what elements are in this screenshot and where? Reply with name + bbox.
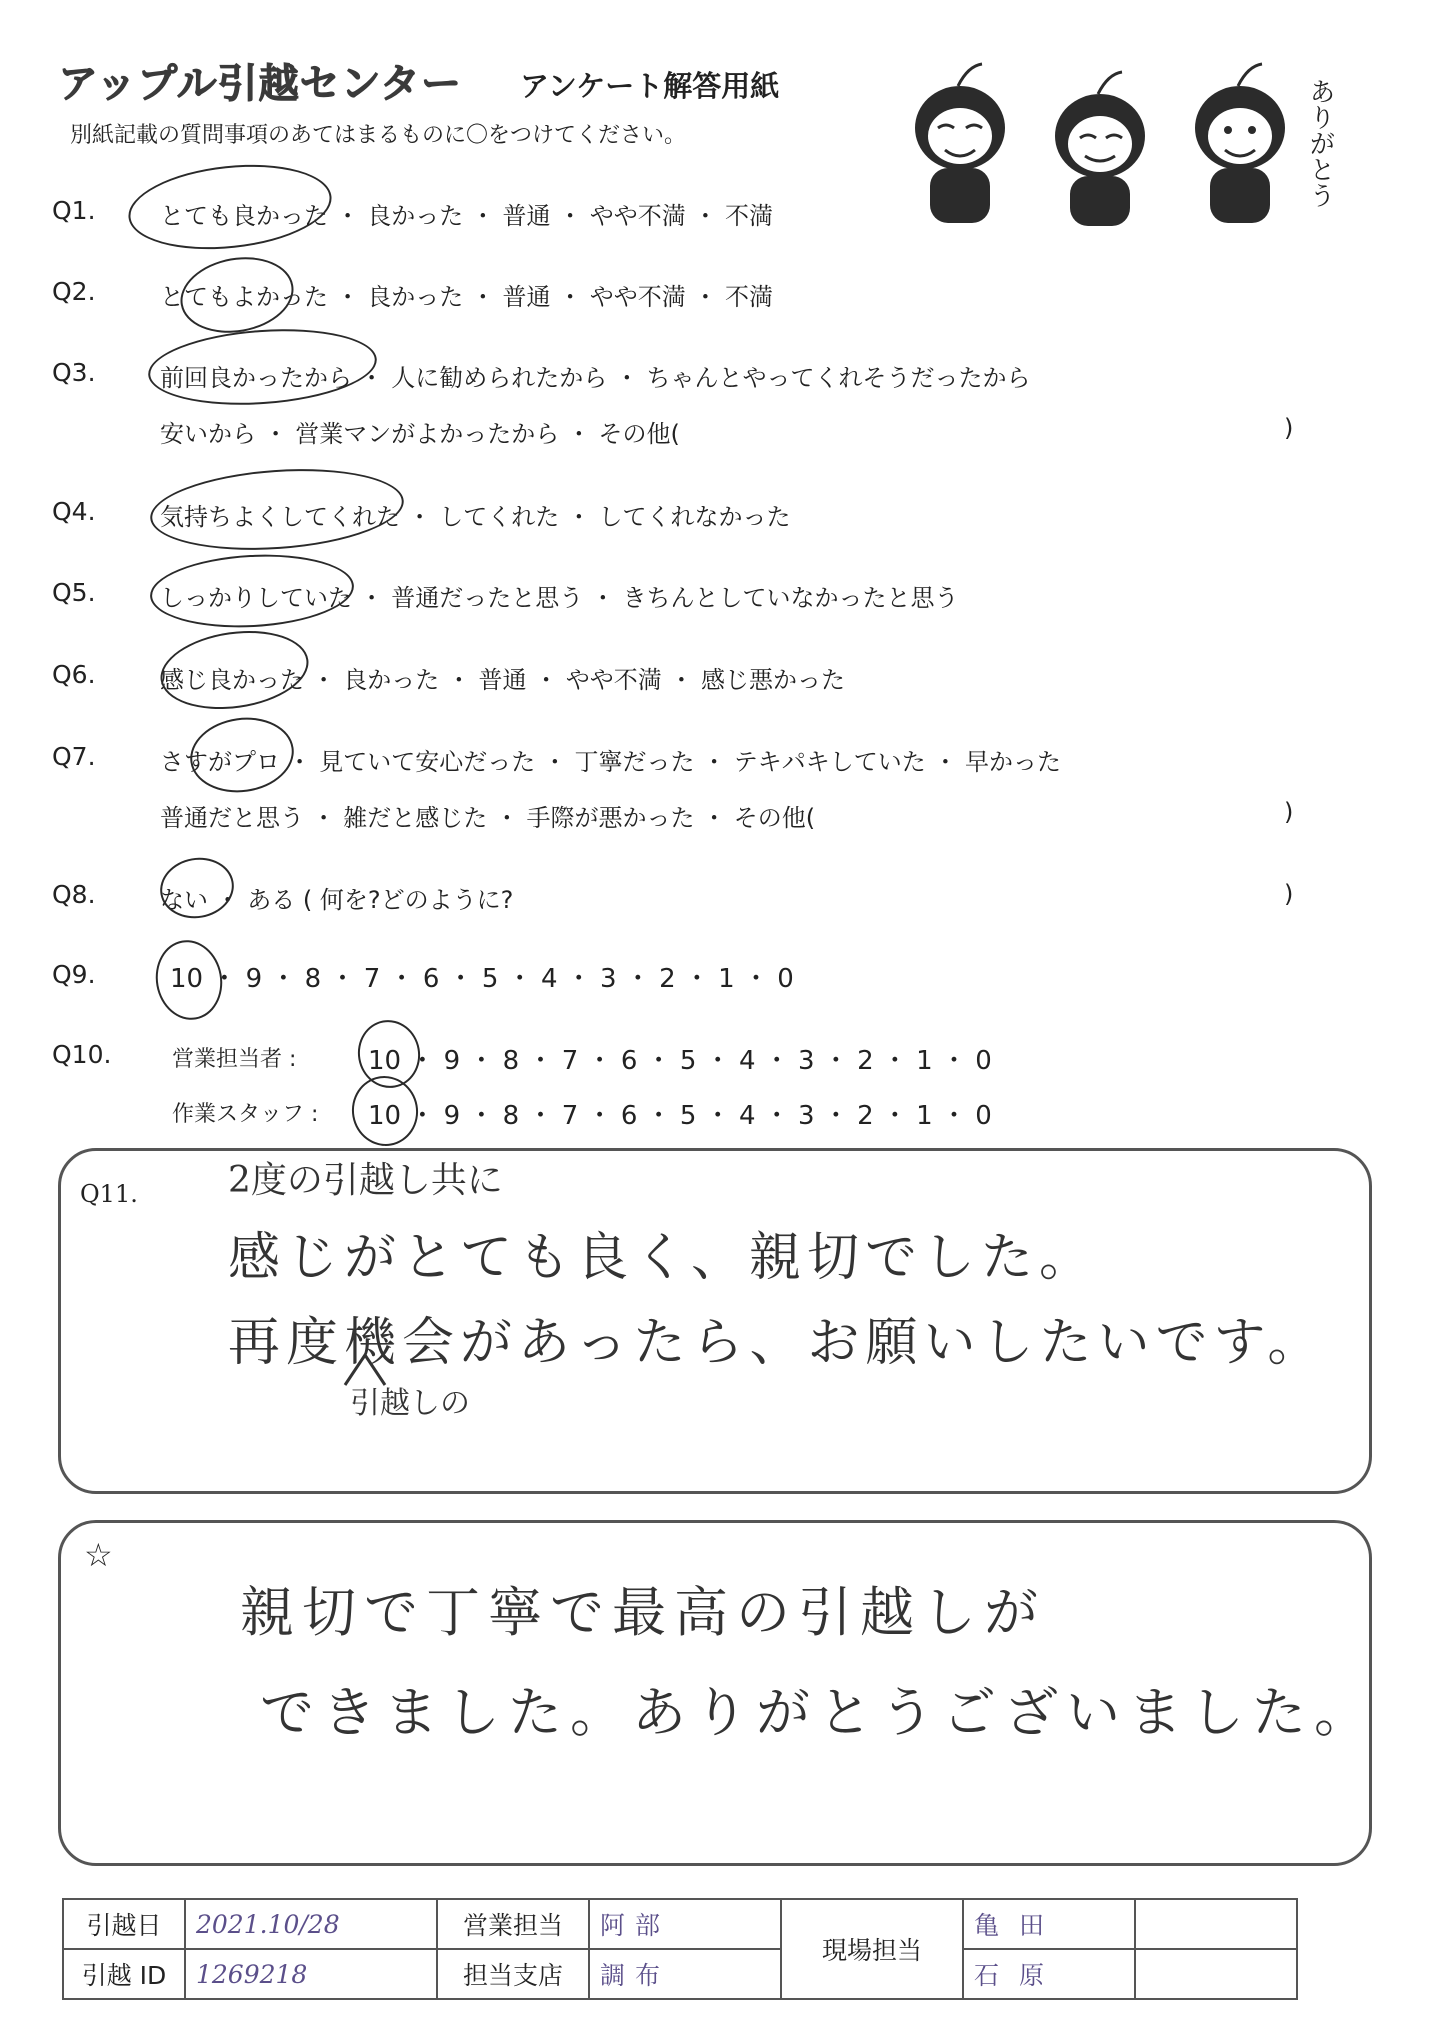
q11-label: Q11. (80, 1180, 138, 1208)
form-title: アンケート解答用紙 (520, 69, 780, 103)
answer-circle (150, 935, 229, 1025)
star-label: ☆ (84, 1536, 113, 1574)
q1-options: とても良かった ・ 良かった ・ 普通 ・ やや不満 ・ 不満 (160, 202, 774, 230)
branch-label: 担当支店 (437, 1949, 589, 1999)
star-handwriting-line1: 親切で丁寧で最高の引越しが (240, 1581, 1046, 1644)
q9-scale: 10 ・ 9 ・ 8 ・ 7 ・ 6 ・ 5 ・ 4 ・ 3 ・ 2 ・ 1 ・ 0 (170, 964, 794, 994)
q11-handwriting-line2: 感じがとても良く、親切でした。 (228, 1228, 1097, 1288)
answer-circle (155, 622, 313, 718)
sales-label: 営業担当 (437, 1899, 589, 1949)
q11-handwriting-line3: 再度機会があったら、お願いしたいです。 (228, 1313, 1326, 1373)
move-date-value: 2021.10/28 (185, 1899, 437, 1949)
q10-number: Q10. (52, 1040, 112, 1069)
company-name: アップル引越センター (58, 61, 462, 107)
q2-options: とてもよかった ・ 良かった ・ 普通 ・ やや不満 ・ 不満 (160, 283, 774, 311)
move-id-label: 引越 ID (63, 1949, 185, 1999)
q10-staff-scale: 10 ・ 9 ・ 8 ・ 7 ・ 6 ・ 5 ・ 4 ・ 3 ・ 2 ・ 1 ・ 0 (368, 1101, 992, 1131)
star-handwriting-line2: できました。ありがとうございました。 (260, 1681, 1376, 1744)
q7-options-line2: 普通だと思う ・ 雑だと感じた ・ 手際が悪かった ・ その他( (160, 804, 816, 832)
site-name-1: 亀田 (963, 1899, 1135, 1949)
q3-close-paren: ) (1284, 414, 1294, 442)
q6-options: 感じ良かった ・ 良かった ・ 普通 ・ やや不満 ・ 感じ悪かった (160, 666, 846, 694)
q9-number: Q9. (52, 960, 96, 989)
q1-number: Q1. (52, 196, 96, 225)
move-id-value: 1269218 (185, 1949, 437, 1999)
q8-options: ない ・ ある ( 何を?どのように? (160, 886, 514, 914)
move-date-label: 引越日 (63, 1899, 185, 1949)
q7-options-line1: さすがプロ ・ 見ていて安心だった ・ 丁寧だった ・ テキパキしていた ・ 早かった (160, 748, 1062, 776)
q7-number: Q7. (52, 742, 96, 771)
mascot-illustration (890, 58, 1350, 238)
q5-number: Q5. (52, 578, 96, 607)
q8-close-paren: ) (1284, 880, 1294, 908)
site-name-2: 石原 (963, 1949, 1135, 1999)
answer-circle (174, 249, 299, 342)
q7-close-paren: ) (1284, 798, 1294, 826)
answer-circle (148, 550, 355, 633)
mascot-text: ありがとう (1305, 78, 1335, 208)
q6-number: Q6. (52, 660, 96, 689)
q3-options-line1: 前回良かったから ・ 人に勧められたから ・ ちゃんとやってくれそうだったから (160, 364, 1031, 392)
q5-options: しっかりしていた ・ 普通だったと思う ・ きちんとしていなかったと思う (160, 584, 959, 612)
q10-sales-label: 営業担当者 : (172, 1047, 297, 1072)
q8-number: Q8. (52, 880, 96, 909)
q3-number: Q3. (52, 358, 96, 387)
answer-circle (346, 1071, 423, 1151)
q11-handwriting-insert: 引越しの (350, 1386, 470, 1421)
q10-staff-label: 作業スタッフ : (172, 1102, 319, 1127)
q4-number: Q4. (52, 497, 96, 526)
empty-cell (1135, 1949, 1297, 1999)
q4-options: 気持ちよくしてくれた ・ してくれた ・ してくれなかった (160, 503, 791, 531)
footer-table (62, 1898, 1298, 2000)
monkey-icon (915, 64, 1005, 223)
q11-handwriting-line1: 2度の引越し共に (228, 1160, 503, 1201)
branch-name: 調布 (589, 1949, 781, 1999)
answer-circle (124, 156, 335, 259)
site-label: 現場担当 (781, 1899, 963, 1999)
answer-circle (146, 322, 380, 412)
monkey-icon (1195, 64, 1285, 223)
instruction-text: 別紙記載の質問事項のあてはまるものに〇をつけてください。 (70, 123, 687, 148)
sales-name: 阿部 (589, 1899, 781, 1949)
q2-number: Q2. (52, 277, 96, 306)
answer-circle (185, 711, 298, 799)
answer-circle (148, 461, 407, 558)
insert-mark-icon (340, 1350, 400, 1390)
q3-options-line2: 安いから ・ 営業マンがよかったから ・ その他( (160, 420, 680, 448)
q10-sales-scale: 10 ・ 9 ・ 8 ・ 7 ・ 6 ・ 5 ・ 4 ・ 3 ・ 2 ・ 1 ・ 0 (368, 1046, 992, 1076)
empty-cell (1135, 1899, 1297, 1949)
monkey-icon (1055, 72, 1145, 226)
